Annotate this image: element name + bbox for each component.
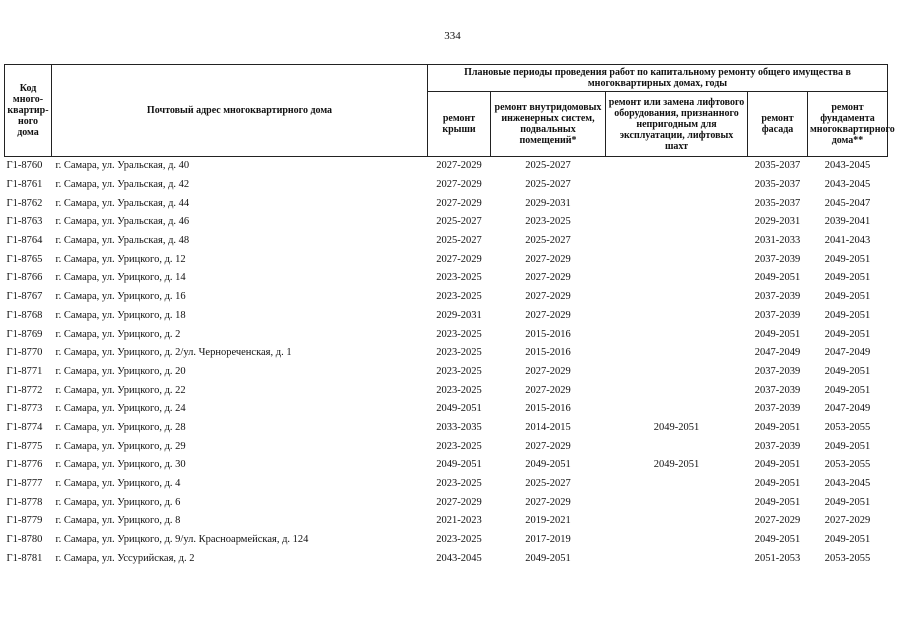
- cell-elevator: [606, 381, 748, 400]
- cell-code: Г1-8771: [6, 365, 43, 377]
- cell-elevator: [606, 325, 748, 344]
- capital-repair-table: [4, 64, 895, 568]
- cell-internal-systems: 2025-2027: [525, 179, 571, 191]
- cell-address: г. Самара, ул. Уральская, д. 46: [55, 216, 190, 228]
- cell-internal-systems: 2027-2029: [525, 272, 571, 284]
- cell-internal-systems: 2017-2019: [525, 534, 571, 546]
- cell-roof: 2023-2025: [436, 365, 482, 377]
- table-row: [5, 437, 888, 456]
- cell-address: г. Самара, ул. Урицкого, д. 30: [55, 459, 186, 471]
- cell-internal-systems: 2025-2027: [525, 235, 571, 247]
- cell-code: Г1-8773: [6, 403, 43, 415]
- cell-facade: 2037-2039: [754, 291, 801, 303]
- cell-foundation: 2049-2051: [824, 272, 871, 284]
- cell-address: г. Самара, ул. Урицкого, д. 2/ул. Чернореченская, д. 1: [55, 347, 292, 359]
- table-row: [5, 213, 888, 232]
- table-row: [5, 456, 888, 475]
- table-row: [5, 250, 888, 269]
- cell-foundation: 2049-2051: [824, 440, 871, 452]
- cell-facade: 2037-2039: [754, 440, 801, 452]
- cell-foundation: 2047-2049: [824, 403, 871, 415]
- cell-facade: 2035-2037: [754, 160, 801, 172]
- cell-facade: 2037-2039: [754, 253, 801, 265]
- cell-foundation: 2039-2041: [824, 216, 871, 228]
- cell-address: г. Самара, ул. Урицкого, д. 6: [55, 496, 181, 508]
- header-facade: ремонт фасада: [748, 92, 808, 157]
- cell-roof: 2023-2025: [436, 291, 482, 303]
- cell-foundation: 2043-2045: [824, 160, 871, 172]
- table-row: [5, 269, 888, 288]
- cell-foundation: 2041-2043: [824, 235, 871, 247]
- cell-elevator: [606, 475, 748, 494]
- cell-facade: 2029-2031: [754, 216, 801, 228]
- cell-elevator: [606, 363, 748, 382]
- page-number: 334: [444, 30, 461, 42]
- cell-internal-systems: 2027-2029: [525, 440, 571, 452]
- cell-address: г. Самара, ул. Урицкого, д. 18: [55, 309, 186, 321]
- table-row: [5, 400, 888, 419]
- cell-address: г. Самара, ул. Урицкого, д. 29: [55, 440, 186, 452]
- cell-roof: 2033-2035: [436, 421, 482, 433]
- table-row: [5, 381, 888, 400]
- cell-address: г. Самара, ул. Урицкого, д. 28: [55, 421, 186, 433]
- cell-internal-systems: 2015-2016: [525, 403, 571, 415]
- cell-internal-systems: 2027-2029: [525, 291, 571, 303]
- header-roof: ремонт крыши: [428, 92, 491, 157]
- cell-facade: 2049-2051: [754, 272, 801, 284]
- table-row: [5, 288, 888, 307]
- cell-foundation: 2049-2051: [824, 328, 871, 340]
- cell-foundation: 2043-2045: [824, 179, 871, 191]
- cell-address: г. Самара, ул. Уральская, д. 42: [55, 179, 190, 191]
- cell-elevator: [606, 157, 748, 176]
- cell-facade: 2037-2039: [754, 384, 801, 396]
- cell-elevator: [606, 493, 748, 512]
- table-row: [5, 549, 888, 568]
- cell-elevator: [606, 250, 748, 269]
- cell-elevator: [606, 307, 748, 326]
- cell-foundation: 2049-2051: [824, 309, 871, 321]
- table-row: [5, 176, 888, 195]
- cell-internal-systems: 2014-2015: [525, 421, 571, 433]
- cell-elevator: [606, 194, 748, 213]
- cell-code: Г1-8781: [6, 552, 43, 564]
- cell-roof: 2021-2023: [436, 515, 482, 527]
- cell-elevator: [606, 288, 748, 307]
- cell-code: Г1-8775: [6, 440, 43, 452]
- cell-address: г. Самара, ул. Уральская, д. 44: [55, 197, 190, 209]
- cell-code: Г1-8770: [6, 347, 43, 359]
- cell-foundation: 2049-2051: [824, 384, 871, 396]
- cell-elevator: [606, 344, 748, 363]
- cell-internal-systems: 2027-2029: [525, 496, 571, 508]
- cell-address: г. Самара, ул. Урицкого, д. 20: [55, 365, 186, 377]
- cell-internal-systems: 2025-2027: [525, 478, 571, 490]
- cell-roof: 2027-2029: [436, 160, 482, 172]
- cell-elevator: [606, 176, 748, 195]
- cell-code: Г1-8763: [6, 216, 43, 228]
- table-body: [5, 157, 888, 569]
- cell-facade: 2037-2039: [754, 365, 801, 377]
- cell-internal-systems: 2027-2029: [525, 253, 571, 265]
- cell-address: г. Самара, ул. Урицкого, д. 12: [55, 253, 186, 265]
- cell-foundation: 2043-2045: [824, 478, 871, 490]
- cell-elevator: [606, 549, 748, 568]
- cell-code: Г1-8779: [6, 515, 43, 527]
- cell-address: г. Самара, ул. Урицкого, д. 22: [55, 384, 186, 396]
- cell-internal-systems: 2015-2016: [525, 328, 571, 340]
- table-row: [5, 493, 888, 512]
- cell-foundation: 2053-2055: [824, 459, 871, 471]
- cell-internal-systems: 2023-2025: [525, 216, 571, 228]
- cell-facade: 2037-2039: [754, 403, 801, 415]
- cell-facade: 2049-2051: [754, 496, 801, 508]
- cell-roof: 2029-2031: [436, 309, 482, 321]
- cell-code: Г1-8778: [6, 496, 43, 508]
- header-foundation: ремонт фундамента многоквартирного дома**: [808, 92, 888, 157]
- cell-code: Г1-8762: [6, 197, 43, 209]
- cell-facade: 2049-2051: [754, 459, 801, 471]
- cell-roof: 2023-2025: [436, 478, 482, 490]
- header-periods-group: Плановые периоды проведения работ по капитальному ремонту общего имущества в многоквартирных домах, годы: [428, 65, 888, 92]
- cell-foundation: 2049-2051: [824, 496, 871, 508]
- cell-elevator: [606, 512, 748, 531]
- cell-facade: 2049-2051: [754, 328, 801, 340]
- cell-code: Г1-8766: [6, 272, 43, 284]
- cell-roof: 2049-2051: [436, 459, 482, 471]
- cell-foundation: 2049-2051: [824, 365, 871, 377]
- table-row: [5, 307, 888, 326]
- cell-internal-systems: 2015-2016: [525, 347, 571, 359]
- cell-elevator: [606, 437, 748, 456]
- cell-foundation: 2045-2047: [824, 197, 871, 209]
- cell-foundation: 2047-2049: [824, 347, 871, 359]
- cell-facade: 2047-2049: [754, 347, 801, 359]
- cell-facade: 2027-2029: [754, 515, 801, 527]
- cell-internal-systems: 2027-2029: [525, 309, 571, 321]
- table-row: [5, 194, 888, 213]
- table-row: [5, 512, 888, 531]
- cell-internal-systems: 2019-2021: [525, 515, 571, 527]
- cell-code: Г1-8774: [6, 421, 43, 433]
- header-address: Почтовый адрес многоквартирного дома: [52, 65, 428, 157]
- cell-elevator: [606, 531, 748, 550]
- cell-elevator: [606, 400, 748, 419]
- cell-internal-systems: 2029-2031: [525, 197, 571, 209]
- cell-internal-systems: 2027-2029: [525, 384, 571, 396]
- cell-elevator: 2049-2051: [653, 421, 700, 433]
- table-row: [5, 475, 888, 494]
- table-row: [5, 419, 888, 438]
- cell-address: г. Самара, ул. Урицкого, д. 4: [55, 478, 181, 490]
- cell-code: Г1-8777: [6, 478, 43, 490]
- cell-address: г. Самара, ул. Уральская, д. 40: [55, 160, 190, 172]
- cell-foundation: 2053-2055: [824, 552, 871, 564]
- cell-address: г. Самара, ул. Урицкого, д. 9/ул. Красноармейская, д. 124: [55, 534, 309, 546]
- cell-address: г. Самара, ул. Урицкого, д. 2: [55, 328, 181, 340]
- cell-code: Г1-8765: [6, 253, 43, 265]
- cell-address: г. Самара, ул. Урицкого, д. 24: [55, 403, 186, 415]
- cell-code: Г1-8761: [6, 179, 43, 191]
- cell-facade: 2035-2037: [754, 179, 801, 191]
- cell-facade: 2049-2051: [754, 421, 801, 433]
- cell-address: г. Самара, ул. Урицкого, д. 14: [55, 272, 186, 284]
- cell-internal-systems: 2049-2051: [525, 552, 571, 564]
- cell-elevator: [606, 213, 748, 232]
- cell-foundation: 2027-2029: [824, 515, 871, 527]
- cell-address: г. Самара, ул. Урицкого, д. 8: [55, 515, 181, 527]
- cell-roof: 2027-2029: [436, 197, 482, 209]
- cell-facade: 2031-2033: [754, 235, 801, 247]
- cell-foundation: 2049-2051: [824, 534, 871, 546]
- cell-address: г. Самара, ул. Урицкого, д. 16: [55, 291, 186, 303]
- cell-facade: 2037-2039: [754, 309, 801, 321]
- cell-foundation: 2049-2051: [824, 253, 871, 265]
- cell-facade: 2049-2051: [754, 478, 801, 490]
- cell-facade: 2035-2037: [754, 197, 801, 209]
- header-code: Код много-квартир-ного дома: [5, 65, 52, 157]
- cell-elevator: 2049-2051: [653, 459, 700, 471]
- cell-facade: 2049-2051: [754, 534, 801, 546]
- header-elevator: ремонт или замена лифтового оборудования, признанного непригодным для эксплуатации, лифтовых шахт: [606, 92, 748, 157]
- cell-roof: 2027-2029: [436, 496, 482, 508]
- cell-address: г. Самара, ул. Уссурийская, д. 2: [55, 552, 195, 564]
- cell-foundation: 2049-2051: [824, 291, 871, 303]
- cell-code: Г1-8780: [6, 534, 43, 546]
- table-row: [5, 232, 888, 251]
- cell-code: Г1-8760: [6, 160, 43, 172]
- cell-code: Г1-8768: [6, 309, 43, 321]
- cell-roof: 2025-2027: [436, 216, 482, 228]
- cell-roof: 2025-2027: [436, 235, 482, 247]
- cell-foundation: 2053-2055: [824, 421, 871, 433]
- cell-roof: 2027-2029: [436, 253, 482, 265]
- cell-code: Г1-8772: [6, 384, 43, 396]
- cell-code: Г1-8776: [6, 459, 43, 471]
- table-row: [5, 363, 888, 382]
- table-row: [5, 157, 888, 176]
- cell-roof: 2023-2025: [436, 534, 482, 546]
- cell-roof: 2023-2025: [436, 272, 482, 284]
- cell-elevator: [606, 232, 748, 251]
- cell-internal-systems: 2025-2027: [525, 160, 571, 172]
- cell-roof: 2027-2029: [436, 179, 482, 191]
- cell-roof: 2023-2025: [436, 440, 482, 452]
- cell-roof: 2043-2045: [436, 552, 482, 564]
- cell-roof: 2049-2051: [436, 403, 482, 415]
- cell-roof: 2023-2025: [436, 347, 482, 359]
- cell-code: Г1-8764: [6, 235, 43, 247]
- header-internal-systems: ремонт внутридомовых инженерных систем, подвальных помещений*: [491, 92, 606, 157]
- cell-address: г. Самара, ул. Уральская, д. 48: [55, 235, 190, 247]
- table-row: [5, 344, 888, 363]
- cell-internal-systems: 2027-2029: [525, 365, 571, 377]
- cell-internal-systems: 2049-2051: [525, 459, 571, 471]
- table-row: [5, 531, 888, 550]
- cell-code: Г1-8769: [6, 328, 43, 340]
- table-row: [5, 325, 888, 344]
- cell-elevator: [606, 269, 748, 288]
- cell-facade: 2051-2053: [754, 552, 801, 564]
- cell-code: Г1-8767: [6, 291, 43, 303]
- cell-roof: 2023-2025: [436, 328, 482, 340]
- cell-roof: 2023-2025: [436, 384, 482, 396]
